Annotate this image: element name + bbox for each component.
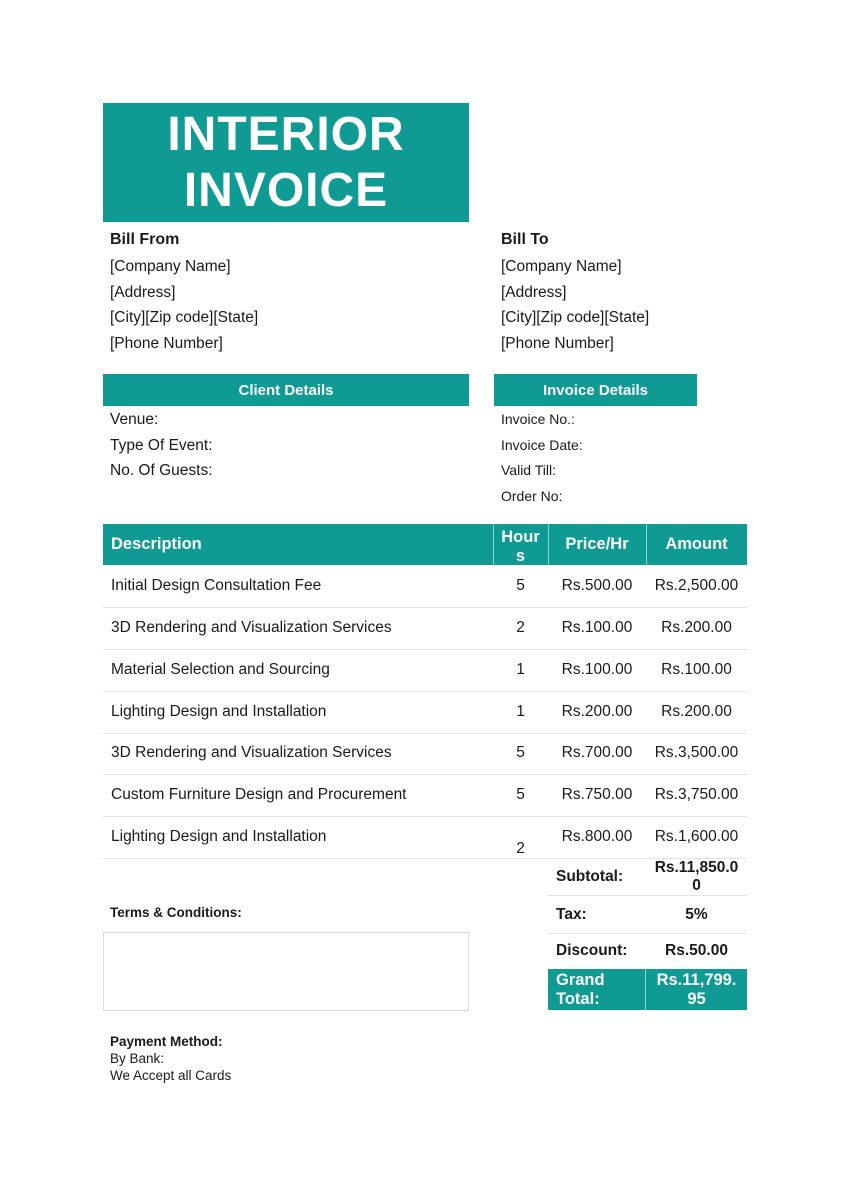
payment-line-cards: We Accept all Cards: [110, 1068, 232, 1083]
row-amount: Rs.1,600.00: [654, 828, 739, 845]
grand-total-value: [646, 971, 747, 1009]
table-row: [103, 774, 747, 817]
bill-to-company: [Company Name]: [501, 258, 622, 275]
tax-label: Tax:: [556, 905, 587, 923]
grand-total-label: [556, 971, 605, 1009]
header-hours: [493, 524, 548, 565]
row-price: Rs.200.00: [561, 703, 633, 720]
invoice-title-line1: INTERIOR: [167, 107, 405, 161]
tax-value: 5%: [685, 905, 708, 923]
valid-till-label: Valid Till:: [501, 462, 556, 479]
row-amount: Rs.200.00: [661, 619, 732, 636]
invoice-title-line2: INVOICE: [183, 163, 389, 217]
invoice-number-label: Invoice No.:: [501, 411, 575, 427]
invoice-details-fields: [501, 407, 583, 509]
bill-to-section: [501, 229, 649, 356]
items-table-header: [103, 524, 747, 565]
bill-from-address: [Address]: [110, 283, 176, 301]
discount-value: Rs.50.00: [665, 941, 728, 959]
header-description: Description: [111, 535, 202, 553]
invoice-title-banner: [103, 103, 469, 222]
invoice-details-header: [494, 374, 697, 406]
payment-line-bank: By Bank:: [110, 1051, 165, 1066]
event-type-label: Type Of Event:: [110, 436, 213, 454]
bill-to-heading: Bill To: [501, 231, 549, 248]
row-description: Material Selection and Sourcing: [111, 661, 330, 678]
row-price: Rs.100.00: [561, 661, 633, 678]
header-amount: Amount: [665, 535, 728, 553]
header-price: Price/Hr: [565, 535, 629, 553]
row-hours: 2: [516, 840, 525, 857]
header-hours-line1: Hour: [501, 527, 540, 546]
row-amount: Rs.3,500.00: [654, 744, 739, 761]
bill-from-heading: Bill From: [110, 231, 180, 248]
row-hours: 5: [516, 577, 525, 594]
venue-label: Venue:: [110, 411, 159, 428]
client-details-fields: [110, 407, 213, 484]
grand-total-row: [548, 969, 747, 1010]
row-amount: Rs.2,500.00: [654, 577, 739, 594]
row-price: Rs.100.00: [561, 619, 633, 636]
bill-from-company: [Company Name]: [110, 258, 231, 275]
bill-to-phone: [Phone Number]: [501, 334, 614, 352]
bill-from-phone: [Phone Number]: [110, 334, 223, 352]
table-row: [103, 816, 747, 859]
row-description: Custom Furniture Design and Procurement: [111, 786, 407, 803]
bill-from-section: [110, 229, 258, 356]
row-description: 3D Rendering and Visualization Services: [111, 744, 392, 761]
subtotal-value-line1: Rs.11,850.0: [654, 858, 739, 876]
row-description: Lighting Design and Installation: [111, 703, 327, 720]
row-hours: 1: [516, 661, 525, 678]
row-amount: Rs.100.00: [661, 661, 732, 678]
table-row: [103, 649, 747, 692]
discount-row: [548, 932, 747, 970]
subtotal-value: [646, 858, 747, 895]
table-row: [103, 732, 747, 775]
subtotal-label: Subtotal:: [556, 867, 624, 885]
guests-label: No. Of Guests:: [110, 462, 213, 480]
row-hours: 5: [516, 744, 525, 761]
table-row: [103, 691, 747, 734]
grand-total-value-line1: Rs.11,799.: [656, 971, 737, 989]
invoice-details-heading: Invoice Details: [542, 381, 649, 399]
subtotal-value-line2: 0: [692, 876, 701, 894]
subtotal-row: [548, 858, 747, 896]
invoice-date-label: Invoice Date:: [501, 436, 583, 453]
table-row: [103, 607, 747, 650]
row-hours: 2: [516, 619, 525, 636]
grand-total-label-line2: Total:: [556, 990, 600, 1008]
row-description: Lighting Design and Installation: [111, 828, 327, 845]
terms-box[interactable]: [103, 932, 469, 1011]
table-row: [103, 565, 747, 608]
row-amount: Rs.200.00: [661, 703, 732, 720]
bill-to-city: [City][Zip code][State]: [501, 309, 650, 327]
header-hours-line2: s: [515, 546, 526, 565]
row-hours: 5: [516, 786, 525, 803]
row-price: Rs.750.00: [561, 786, 633, 803]
discount-label: Discount:: [556, 941, 628, 959]
bill-from-city: [City][Zip code][State]: [110, 309, 259, 327]
row-price: Rs.700.00: [561, 744, 633, 761]
tax-row: [548, 896, 747, 934]
row-description: 3D Rendering and Visualization Services: [111, 619, 392, 636]
row-price: Rs.500.00: [561, 577, 633, 594]
row-description: Initial Design Consultation Fee: [111, 577, 322, 594]
client-details-heading: Client Details: [238, 381, 334, 399]
payment-section: [110, 1033, 231, 1084]
row-amount: Rs.3,750.00: [654, 786, 739, 803]
order-number-label: Order No:: [501, 487, 563, 504]
payment-heading: Payment Method:: [110, 1034, 223, 1049]
row-price: Rs.800.00: [561, 828, 633, 845]
client-details-header: [103, 374, 469, 406]
grand-total-value-line2: 95: [687, 990, 706, 1008]
grand-total-label-line1: Grand: [556, 971, 605, 989]
row-hours: 1: [516, 703, 525, 720]
bill-to-address: [Address]: [501, 283, 567, 301]
terms-heading: Terms & Conditions:: [110, 905, 242, 920]
